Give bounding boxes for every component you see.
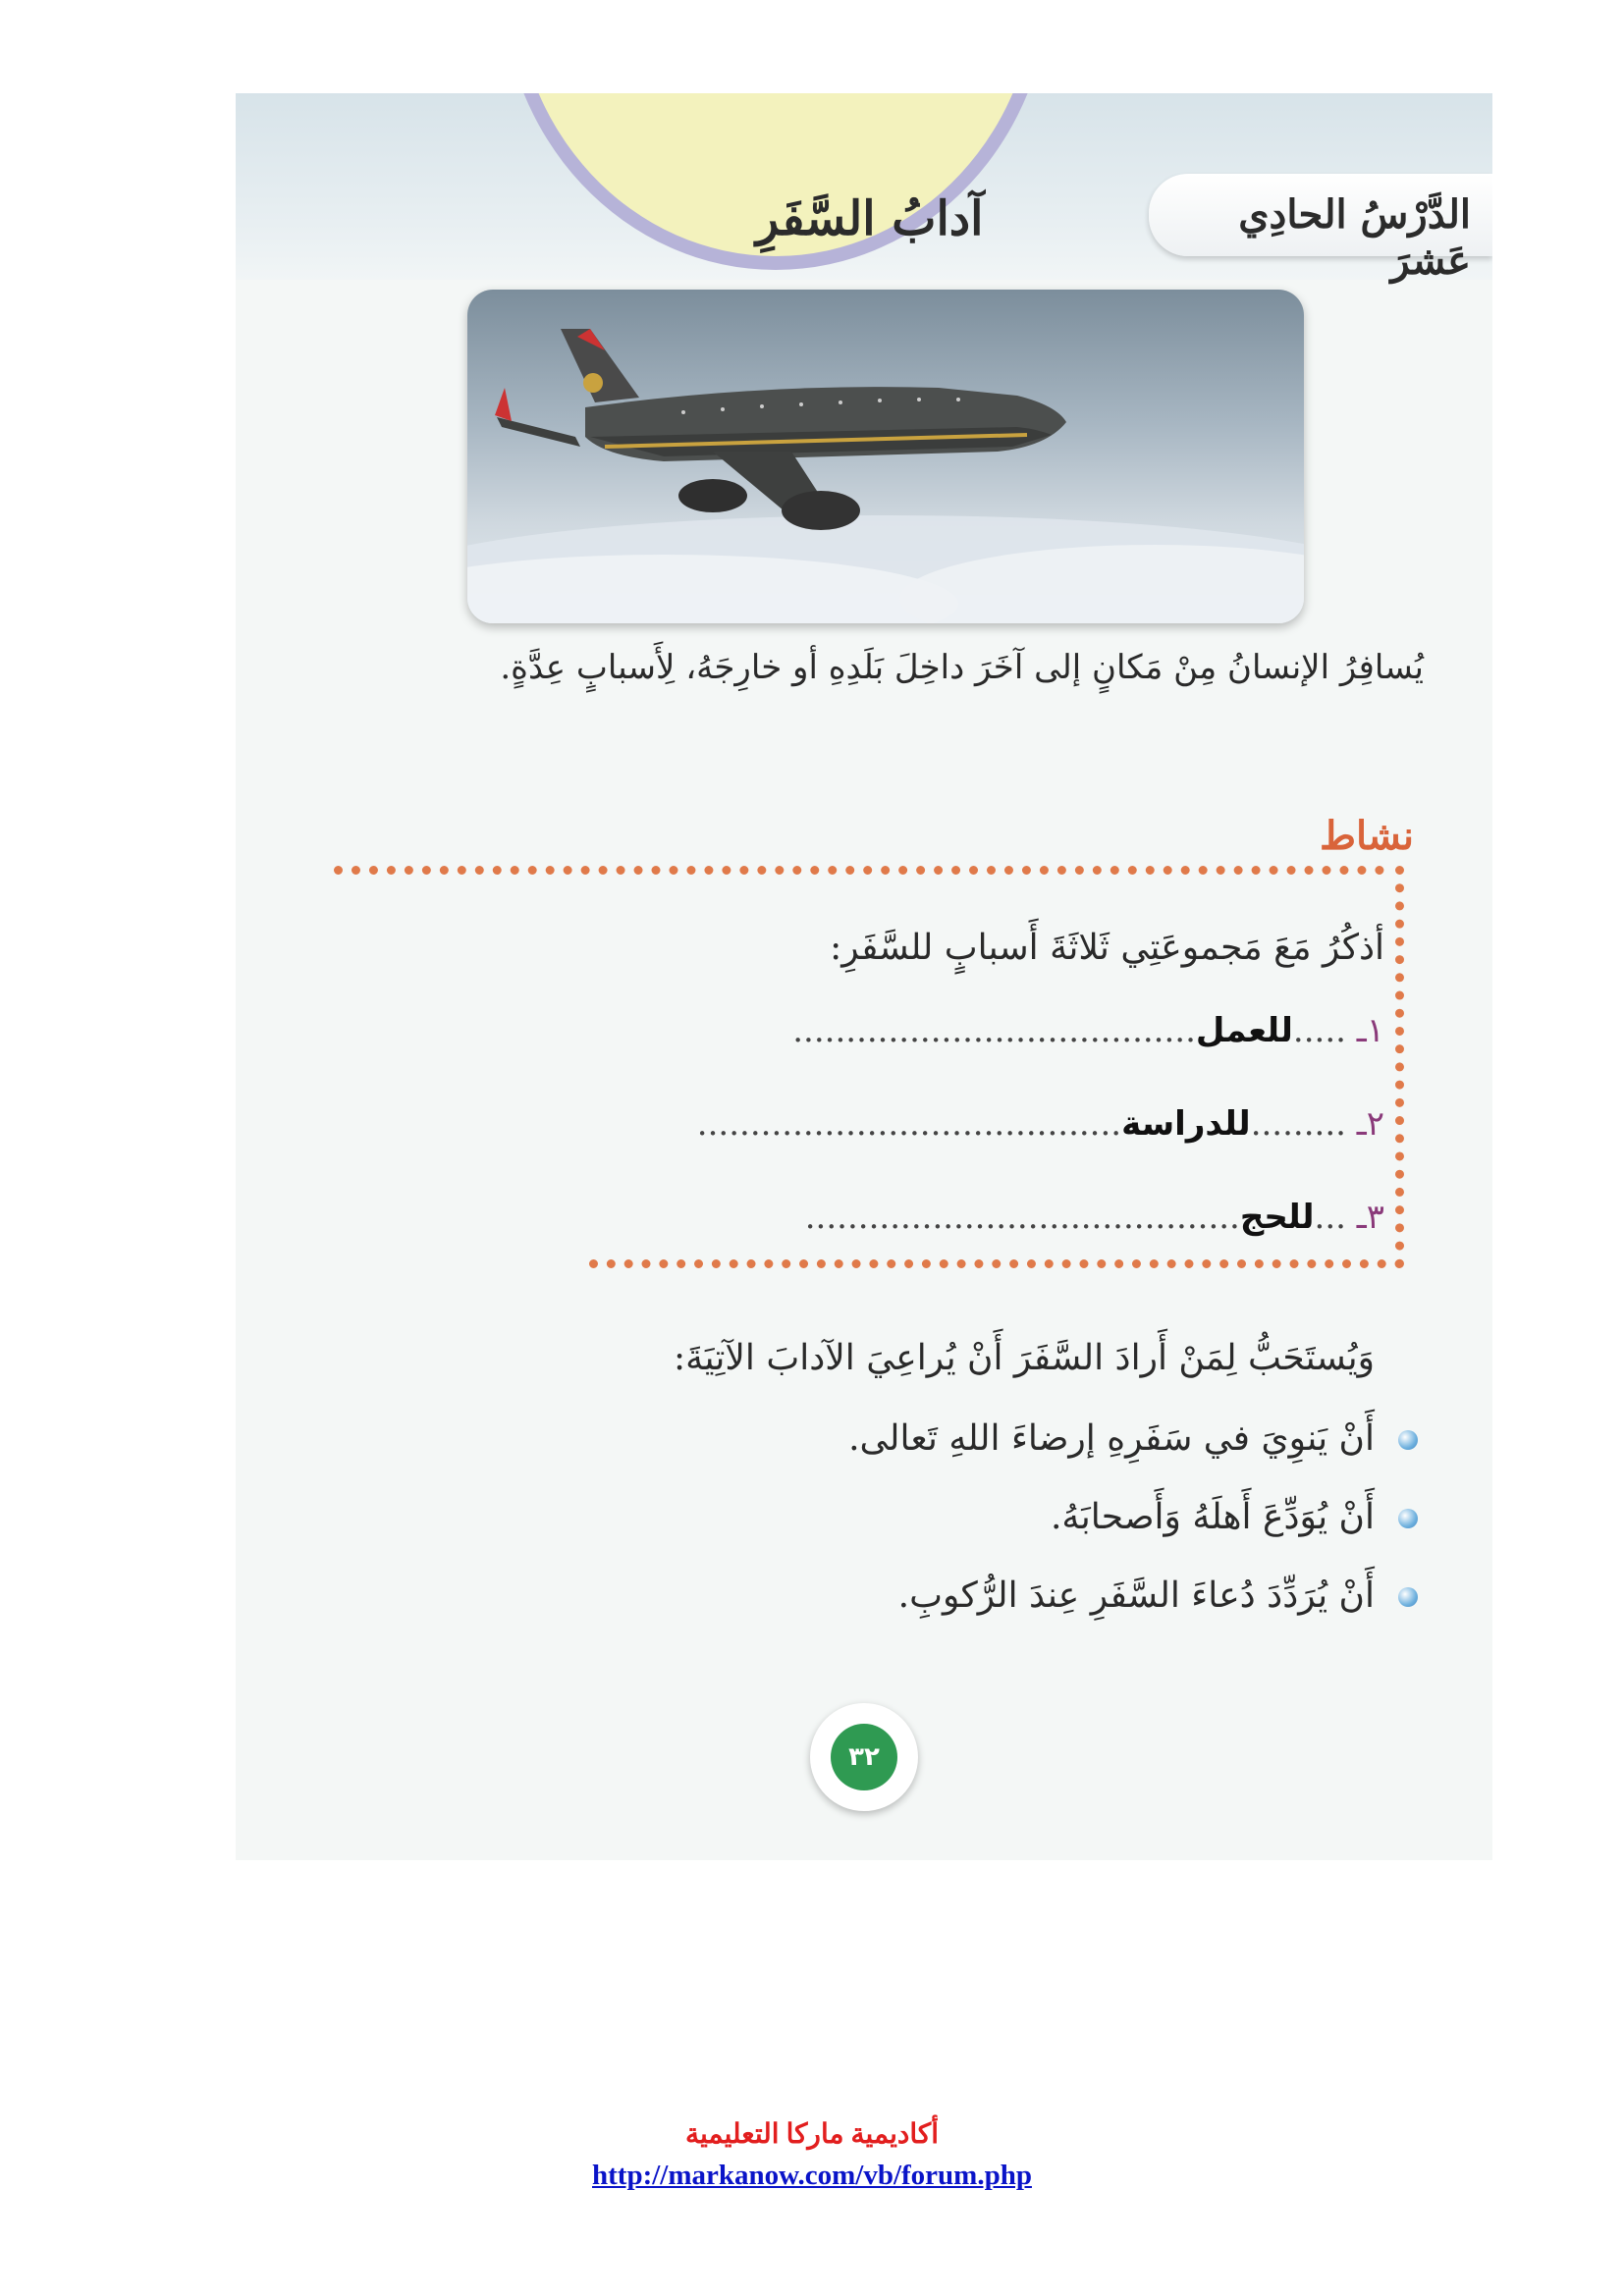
answer-dots: ......................................... (804, 1198, 1240, 1237)
answer-dots: ... (1314, 1198, 1357, 1237)
manners-item-text: أَنْ يَنوِيَ في سَفَرِهِ إرضاءَ اللهِ تَعالى. (848, 1418, 1375, 1459)
answer-value: للعمل (1195, 1011, 1293, 1050)
answer-line-1 (792, 1011, 1384, 1050)
answer-dots: ......... (1250, 1104, 1357, 1144)
page-header (236, 93, 1492, 284)
intro-text: يُسافِرُ الإنسانُ مِنْ مَكانٍ إلى آخَرَ داخِلَ بَلَدِهِ أو خارِجَهُ، لِأَسبابٍ عِدَّةٍ. (500, 648, 1424, 687)
manners-item-text: أَنْ يُوَدِّعَ أَهلَهُ وَأَصحابَهُ. (1050, 1497, 1375, 1537)
airplane-photo (467, 290, 1304, 623)
footer-academy-name: أكاديمية ماركا التعليمية (684, 2119, 940, 2150)
answer-value: للدراسة (1121, 1104, 1251, 1144)
bullet-icon (1398, 1509, 1418, 1528)
answer-number: ٢ـ (1356, 1104, 1384, 1144)
answer-dots: ........................................ (696, 1104, 1122, 1144)
answer-number: ١ـ (1356, 1011, 1384, 1050)
textbook-page-scan (236, 93, 1492, 1860)
manners-item (848, 1418, 1375, 1459)
manners-intro: وَيُستَحَبُّ لِمَنْ أَرادَ السَّفَرَ أَنْ يُراعِيَ الآدابَ الآتِيَةَ: (674, 1338, 1375, 1378)
footer-forum-link[interactable]: http://markanow.com/vb/forum.php (592, 2160, 1032, 2191)
bullet-icon (1398, 1587, 1418, 1607)
lesson-number-label: الدَّرْسُ الحادِي عَشرَ (1238, 191, 1471, 284)
manners-item (898, 1575, 1375, 1616)
manners-item (1051, 1497, 1375, 1537)
footer-link-container (0, 2160, 1624, 2192)
answer-line-2 (697, 1104, 1384, 1144)
answer-line-3 (805, 1198, 1384, 1237)
activity-label: نشاط (1320, 813, 1414, 859)
answer-number: ٣ـ (1356, 1198, 1384, 1237)
manners-item-text: أَنْ يُرَدِّدَ دُعاءَ السَّفَرِ عِندَ الرُّكوبِ. (897, 1575, 1375, 1616)
page-number: ٣٢ (831, 1724, 897, 1790)
answer-dots: ..... (1292, 1011, 1357, 1050)
answer-value: للحج (1239, 1198, 1315, 1237)
bullet-icon (1398, 1430, 1418, 1450)
page-number-badge (810, 1703, 918, 1811)
activity-question: أذكُرُ مَعَ مَجموعَتِي ثَلاثَةَ أَسبابٍ للسَّفَرِ: (830, 928, 1384, 968)
answer-dots: ...................................... (792, 1011, 1196, 1050)
lesson-title: آدابُ السَّفَرِ (756, 191, 984, 246)
lesson-number-tab (1149, 174, 1492, 284)
